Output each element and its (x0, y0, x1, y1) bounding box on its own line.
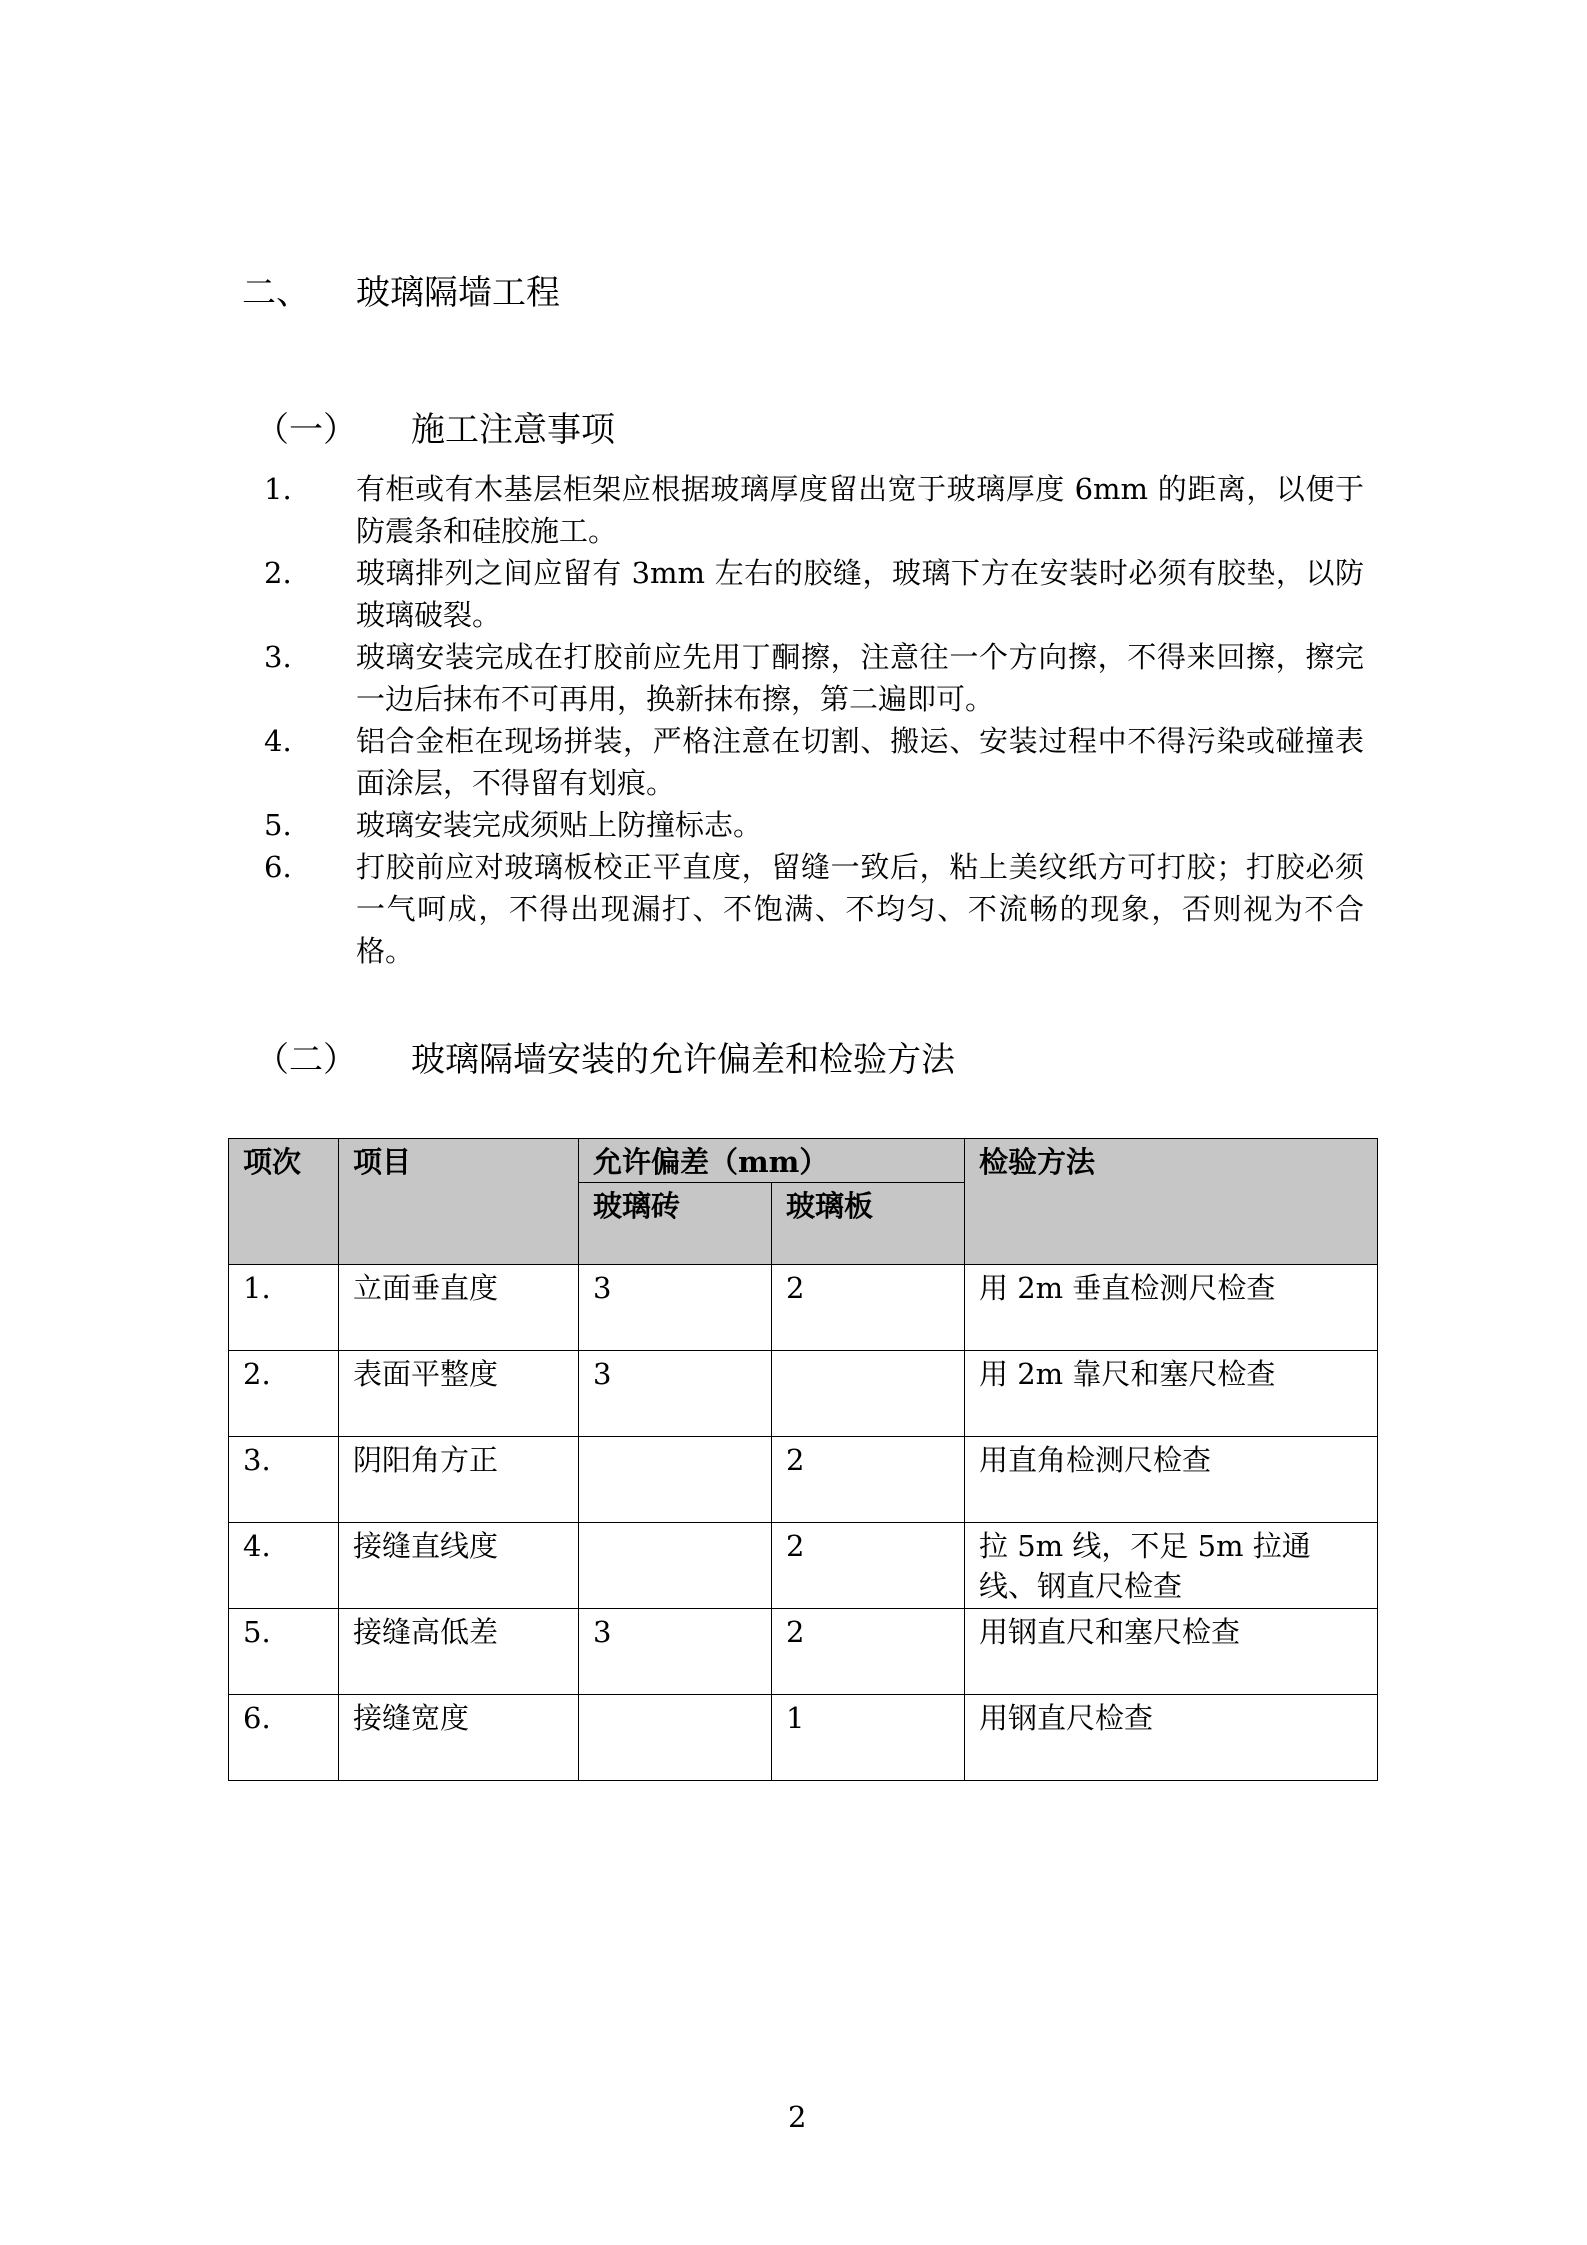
table-row (229, 1609, 1378, 1695)
cell-brick: 3 (579, 1609, 772, 1695)
cell-method: 用直角检测尺检查 (965, 1437, 1378, 1523)
list-item-text: 铝合金柜在现场拼装，严格注意在切割、搬运、安装过程中不得污染或碰撞表面涂层，不得留有划痕。 (356, 724, 1364, 800)
header-deviation: 允许偏差（mm） (579, 1139, 965, 1183)
list-item (264, 636, 1364, 720)
list-item (264, 552, 1364, 636)
header-item: 项目 (339, 1139, 579, 1265)
cell-board: 2 (772, 1523, 965, 1609)
cell-board: 1 (772, 1695, 965, 1781)
cell-board: 2 (772, 1609, 965, 1695)
cell-item: 表面平整度 (339, 1351, 579, 1437)
cell-board: 2 (772, 1265, 965, 1351)
cell-board (772, 1351, 965, 1437)
cell-no: 5. (229, 1609, 339, 1695)
cell-method: 用钢直尺和塞尺检查 (965, 1609, 1378, 1695)
cell-brick (579, 1437, 772, 1523)
subsection-number: （二） (255, 1040, 357, 1080)
list-item-text: 玻璃安装完成在打胶前应先用丁酮擦，注意往一个方向擦，不得来回擦，擦完一边后抹布不可再用，换新抹布擦，第二遍即可。 (356, 640, 1364, 716)
list-item-text: 玻璃排列之间应留有 3mm 左右的胶缝，玻璃下方在安装时必须有胶垫，以防玻璃破裂。 (356, 556, 1364, 632)
subsection-title: 施工注意事项 (411, 410, 615, 450)
cell-brick: 3 (579, 1351, 772, 1437)
cell-item: 立面垂直度 (339, 1265, 579, 1351)
list-item-text: 打胶前应对玻璃板校正平直度，留缝一致后，粘上美纹纸方可打胶；打胶必须一气呵成，不得出现漏打、不饱满、不均匀、不流畅的现象，否则视为不合格。 (356, 850, 1364, 968)
list-item-number: 6. (264, 850, 292, 884)
page-number: 2 (788, 2100, 807, 2134)
list-item (264, 720, 1364, 804)
notes-list (264, 468, 1364, 972)
cell-item: 接缝高低差 (339, 1609, 579, 1695)
header-glass-board: 玻璃板 (772, 1183, 965, 1265)
list-item-number: 5. (264, 808, 292, 842)
section-title: 玻璃隔墙工程 (356, 273, 560, 313)
table-row (229, 1437, 1378, 1523)
cell-method: 用 2m 靠尺和塞尺检查 (965, 1351, 1378, 1437)
header-item-no: 项次 (229, 1139, 339, 1265)
cell-item: 阴阳角方正 (339, 1437, 579, 1523)
list-item-number: 1. (264, 472, 292, 506)
table-row (229, 1265, 1378, 1351)
cell-no: 3. (229, 1437, 339, 1523)
table-row (229, 1695, 1378, 1781)
cell-no: 2. (229, 1351, 339, 1437)
cell-no: 6. (229, 1695, 339, 1781)
subsection-number: （一） (255, 410, 357, 450)
cell-method: 用钢直尺检查 (965, 1695, 1378, 1781)
section-number: 二、 (242, 273, 310, 313)
tolerance-table (228, 1138, 1378, 1781)
header-method: 检验方法 (965, 1139, 1378, 1265)
list-item-number: 4. (264, 724, 292, 758)
list-item-text: 有柜或有木基层柜架应根据玻璃厚度留出宽于玻璃厚度 6mm 的距离，以便于防震条和硅胶施工。 (356, 472, 1364, 548)
list-item (264, 468, 1364, 552)
cell-board: 2 (772, 1437, 965, 1523)
cell-method: 用 2m 垂直检测尺检查 (965, 1265, 1378, 1351)
cell-brick (579, 1523, 772, 1609)
cell-no: 1. (229, 1265, 339, 1351)
list-item-number: 2. (264, 556, 292, 590)
cell-item: 接缝宽度 (339, 1695, 579, 1781)
table-row (229, 1523, 1378, 1609)
list-item (264, 804, 1364, 846)
list-item-text: 玻璃安装完成须贴上防撞标志。 (356, 808, 763, 842)
list-item-number: 3. (264, 640, 292, 674)
cell-method: 拉 5m 线，不足 5m 拉通线、钢直尺检查 (965, 1523, 1378, 1609)
cell-brick (579, 1695, 772, 1781)
table-row (229, 1351, 1378, 1437)
header-glass-brick: 玻璃砖 (579, 1183, 772, 1265)
list-item (264, 846, 1364, 972)
cell-item: 接缝直线度 (339, 1523, 579, 1609)
cell-brick: 3 (579, 1265, 772, 1351)
subsection-title: 玻璃隔墙安装的允许偏差和检验方法 (411, 1040, 955, 1080)
cell-no: 4. (229, 1523, 339, 1609)
